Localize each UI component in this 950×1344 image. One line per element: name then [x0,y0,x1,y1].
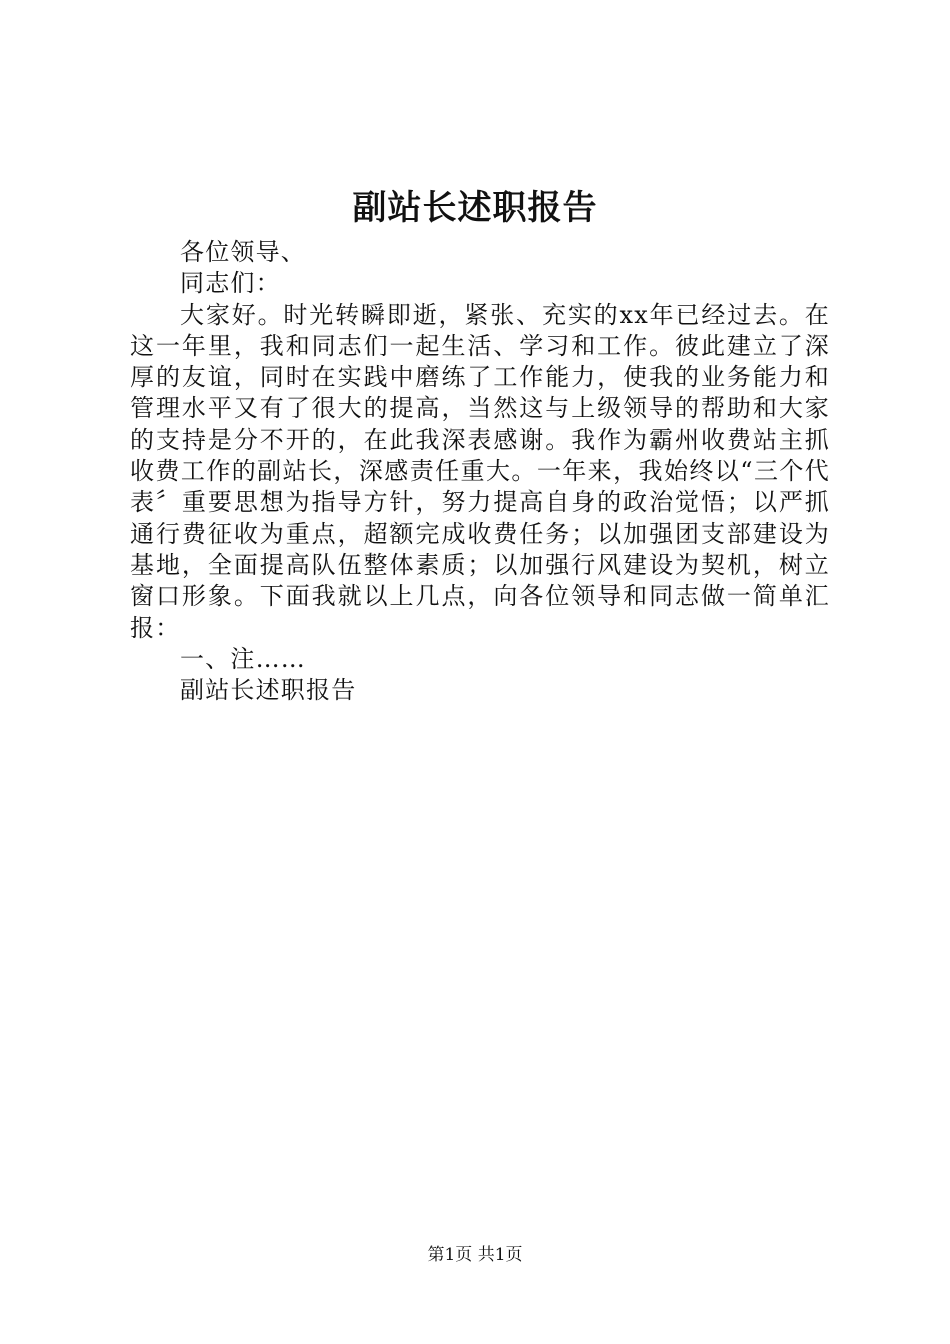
salutation-comrades: 同志们： [180,269,281,298]
body-paragraph: 大家好。时光转瞬即逝，紧张、充实的xx年已经过去。在这一年里，我和同志们一起生活、学习和工作。彼此建立了深厚的友谊，同时在实践中磨练了工作能力，使我的业务能力和管理水平又有了很大的提高，当然这与上级领导的帮助和大家的支持是分不开的，在此我深表感谢。我作为霸州收费站主抓收费工作的副站长，深感责任重大。一年来，我始终以“三个代表〞重要思想为指导方针，努力提高自身的政治觉悟；以严抓通行费征收为重点，超额完成收费任务；以加强团支部建设为基地，全面提高队伍整体素质；以加强行风建设为契机，树立窗口形象。下面我就以上几点，向各位领导和同志做一简单汇报： [130,300,830,642]
section-heading: 一、注…… [180,644,306,673]
document-body [130,237,830,706]
page-number-footer: 第1页 共1页 [427,1245,523,1265]
closing-line: 副站长述职报告 [180,676,357,705]
document-title: 副站长述职报告 [352,188,598,228]
salutation-leaders: 各位领导、 [180,238,306,266]
